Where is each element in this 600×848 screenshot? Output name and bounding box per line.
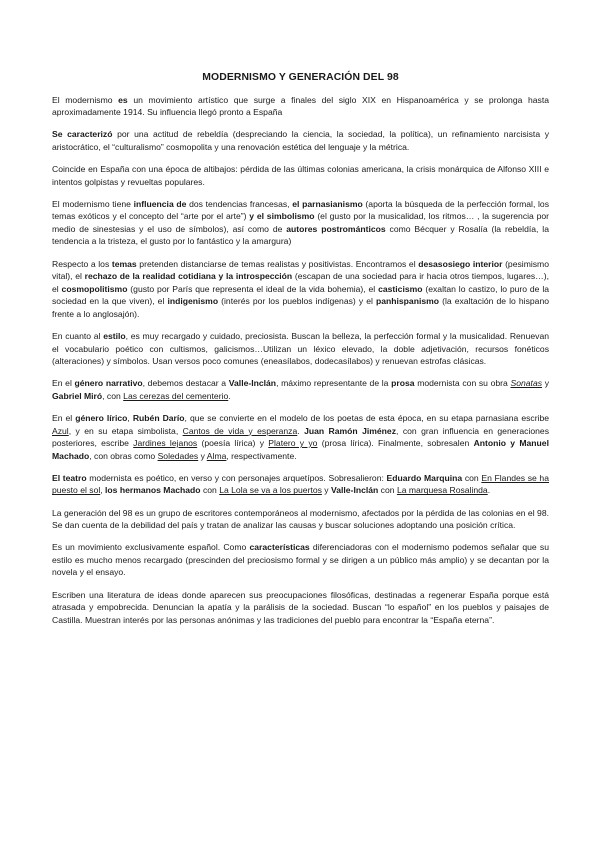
body-text: Coincide en España con una época de altibajos: pérdida de las últimas colonias americana, la crisis monárquica de Alfonso XIII e intentos golpistas y revueltas populares.: [52, 163, 549, 187]
emphasis-text: prosa: [391, 378, 415, 389]
body-text: , y en su etapa simbolista,: [68, 425, 183, 436]
body-text: Respecto a los: [52, 258, 112, 269]
work-title: En Flandes se ha puesto el sol: [52, 472, 549, 496]
body-text: En el: [52, 412, 76, 423]
body-text: ,: [127, 412, 133, 423]
emphasis-text: los hermanos Machado: [105, 485, 201, 496]
emphasis-text: desasosiego interior: [418, 258, 503, 269]
body-text: y: [198, 450, 207, 461]
emphasis-text: rechazo de la realidad cotidiana y la introspección: [84, 271, 293, 282]
body-text: , con gran influencia en generaciones posteriores, escribe: [52, 425, 549, 449]
body-text: diferenciadoras con el modernismo podemos señalar que su estilo es mucho menos recargado (prescinden del preciosismo formal y se dirigen a un público más amplio) y se decantan por la novela y el ensayo.: [52, 542, 550, 578]
paragraph-p3: [52, 163, 549, 188]
emphasis-text: Gabriel Miró: [52, 390, 103, 401]
emphasis-text: panhispanismo: [375, 296, 440, 307]
body-text: con: [200, 485, 220, 496]
body-text: (gusto por París que representa el ideal de la vida bohemia), el: [127, 283, 379, 294]
body-text: , máximo representante de la: [276, 378, 392, 389]
body-text: , con obras como: [89, 450, 158, 461]
work-title: La Lola se va a los puertos: [219, 485, 322, 496]
emphasis-text: Se caracterizó: [52, 129, 113, 140]
work-title: Las cerezas del cementerio: [123, 390, 229, 401]
emphasis-text: influencia de: [133, 198, 187, 209]
work-title: Soledades: [157, 450, 199, 461]
body-text: y: [321, 485, 331, 496]
body-text: dos tendencias francesas,: [186, 198, 293, 209]
body-text: , es muy recargado y cuidado, preciosista. Buscan la belleza, la perfección formal y la musicalidad. Renuevan el vocabulario poético con cultismos, galicismos…Utilizan un léxico elevado, la doble adjetivación, recursos fonéticos (alteraciones) y símbolos. Usan versos poco comunes (eneasílabos, dodecasílabos) y renuevan estrofas clásicas.: [52, 331, 550, 367]
body-text: En el: [52, 378, 75, 389]
body-text: (el gusto por la musicalidad, los ritmos… , la sugerencia por medio de sinestesias y el uso de símbolos), así como de: [52, 211, 549, 234]
emphasis-text: temas: [111, 258, 137, 269]
emphasis-text: El teatro: [52, 472, 87, 483]
emphasis-text: es: [118, 94, 128, 105]
emphasis-text: género narrativo: [74, 378, 143, 389]
emphasis-text: Rubén Darío: [132, 412, 185, 423]
body-text: Escriben una literatura de ideas donde aparecen sus preocupaciones filosóficas, destinadas a regenerar España porque está atrasada y empobrecida. Denuncian la apatía y la parálisis de la sociedad. Buscan “lo español” en los pueblos y paisajes de Castilla. Muestran interés por las personas anónimas y las tradiciones del pueblo para encontrar la “España eterna”.: [52, 589, 549, 625]
body-text: (aporta la búsqueda de la perfección formal, los temas exóticos y el concepto del “arte por el arte”): [52, 198, 550, 222]
emphasis-text: autores postrománticos: [286, 223, 386, 234]
body-text: (prosa lírica). Finalmente, sobresalen: [317, 438, 474, 449]
work-title: Alma: [206, 450, 227, 461]
emphasis-text: género lírico: [75, 412, 128, 423]
document-page: [52, 72, 549, 636]
body-text: , con: [102, 390, 124, 401]
paragraph-p8: [52, 412, 549, 462]
body-text: (pesimismo vital), el: [52, 258, 549, 282]
paragraph-p7: [52, 377, 549, 402]
work-title: La marquesa Rosalinda: [396, 485, 488, 496]
body-text: con: [462, 472, 482, 483]
body-text: modernista es poético, en verso y con personajes arquetípos. Sobresalieron:: [86, 472, 387, 483]
body-text: un movimiento artístico que surge a finales del siglo XIX en Hispanoamérica y se prolonga hasta aproximadamente 1914. Su influencia llegó pronto a España: [52, 94, 550, 118]
paragraph-p10: [52, 507, 549, 532]
body-text: por una actitud de rebeldía (despreciando la ciencia, la sociedad, la política), un refinamiento narcisista y aristocrático, el “culturalismo” cosmopolita y una renovación estética del lenguaje y la métrica.: [52, 129, 549, 152]
work-title: Jardines lejanos: [133, 438, 198, 449]
paragraph-p9: [52, 472, 549, 497]
emphasis-text: estilo: [103, 331, 126, 341]
body-text: El modernismo tiene: [52, 198, 134, 209]
paragraph-p11: [52, 541, 549, 579]
document-body: [52, 94, 549, 627]
work-title: Cantos de vida y esperanza: [182, 425, 298, 436]
emphasis-text: Valle-Inclán: [228, 378, 277, 389]
body-text: , respectivamente.: [226, 450, 297, 461]
emphasis-text: Eduardo Marquina: [386, 472, 463, 483]
emphasis-text: y el simbolismo: [249, 211, 315, 222]
body-text: como Bécquer y Rosalía (la rebeldía, la tendencia a la tristeza, el gusto por lo fantástico y la amargura): [52, 223, 549, 247]
paragraph-p5: [52, 258, 549, 321]
body-text: El modernismo: [52, 94, 119, 105]
emphasis-text: características: [249, 542, 310, 553]
body-text: con: [378, 485, 397, 496]
body-text: , debemos destacar a: [142, 378, 229, 389]
emphasis-text: Juan Ramón Jiménez: [304, 425, 397, 436]
body-text: (escapan de una sociedad para ir hacia otros tiempos, lugares…), el: [52, 271, 549, 294]
body-text: ,: [100, 485, 106, 496]
paragraph-p6: [52, 330, 549, 368]
body-text: pretenden distanciarse de temas realistas y positivistas. Encontramos el: [136, 258, 419, 269]
body-text: modernista con su obra: [414, 378, 511, 389]
body-text: En cuanto al: [52, 331, 104, 341]
body-text: (la exaltación de lo hispano frente a lo anglosajón).: [52, 296, 549, 319]
paragraph-p4: [52, 198, 549, 248]
body-text: .: [487, 485, 491, 496]
emphasis-text: Valle-Inclán: [331, 485, 379, 496]
work-title: Platero y yo: [268, 438, 318, 449]
body-text: .: [297, 425, 305, 436]
emphasis-text: cosmopolitismo: [61, 283, 128, 294]
page-title: MODERNISMO Y GENERACIÓN DEL 98: [202, 72, 399, 83]
body-text: Es un movimiento exclusivamente español. Como: [52, 542, 250, 553]
paragraph-p1: [52, 94, 549, 119]
body-text: (poesía lírica) y: [197, 438, 269, 449]
body-text: y: [542, 378, 549, 389]
emphasis-text: Antonio y Manuel Machado: [52, 438, 549, 461]
body-text: , que se convierte en el modelo de los poetas de esta época, en su etapa parnasiana escribe: [184, 412, 550, 423]
body-text: .: [228, 390, 231, 401]
paragraph-p2: [52, 128, 549, 153]
body-text: (exaltan lo castizo, lo puro de la sociedad en la que viven), el: [52, 283, 550, 307]
emphasis-text: el parnasianismo: [292, 198, 363, 209]
work-title: Sonatas: [510, 378, 543, 389]
body-text: La generación del 98 es un grupo de escritores contemporáneos al modernismo, afectados por la pérdida de las colonias en el 98. Se dan cuenta de la debilidad del país y tratan de analizar las causas y buscar soluciones adoptando una posición crítica.: [52, 507, 549, 531]
emphasis-text: indigenismo: [167, 296, 219, 307]
emphasis-text: casticismo: [378, 283, 423, 294]
paragraph-p12: [52, 589, 549, 627]
work-title: Azul: [52, 425, 69, 436]
body-text: (interés por los pueblos indígenas) y el: [218, 296, 376, 307]
